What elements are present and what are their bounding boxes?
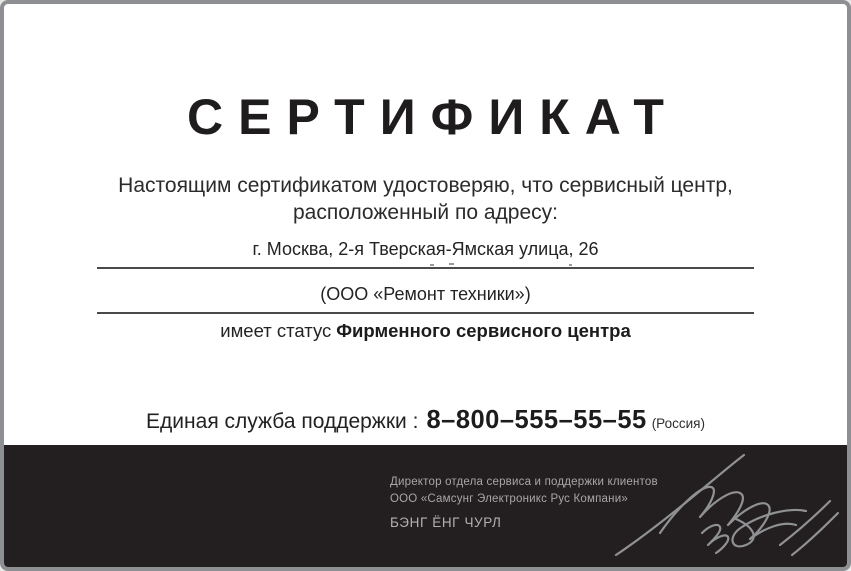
status-line xyxy=(4,320,847,342)
support-label: Единая служба поддержки : xyxy=(146,410,419,433)
signatory-position-line-1: Директор отдела сервиса и поддержки клиентов xyxy=(390,476,658,488)
clipped-text-artifact xyxy=(449,263,454,265)
signatory-position-line-2: ООО «Самсунг Электроникс Рус Компани» xyxy=(390,493,628,505)
horizontal-rule xyxy=(97,312,754,314)
address-underline xyxy=(97,267,754,269)
organization-underline xyxy=(97,312,754,314)
status-value: Фирменного сервисного центра xyxy=(336,320,631,341)
support-phone-number: 8–800–555–55–55 xyxy=(426,406,647,434)
signature-scribble xyxy=(602,449,844,565)
intro-line-1: Настоящим сертификатом удостоверяю, что сервисный центр, xyxy=(118,174,733,197)
clipped-text-artifact xyxy=(430,264,434,266)
horizontal-rule xyxy=(97,267,754,269)
organization-name: (ООО «Ремонт техники») xyxy=(320,284,531,304)
intro-line-2: расположенный по адресу: xyxy=(293,201,558,224)
service-center-address: г. Москва, 2-я Тверская-Ямская улица, 26 xyxy=(252,239,599,259)
signatory-name: БЭНГ ЁНГ ЧУРЛ xyxy=(390,515,502,530)
support-line xyxy=(4,406,847,435)
certificate-title: СЕРТИФИКАТ xyxy=(187,89,679,145)
support-region: (Россия) xyxy=(651,416,705,431)
footer-bar xyxy=(4,445,847,567)
status-prefix: имеет статус xyxy=(220,320,332,341)
intro-paragraph xyxy=(4,172,847,226)
certificate-body xyxy=(4,89,847,435)
clipped-text-artifact xyxy=(569,264,572,266)
